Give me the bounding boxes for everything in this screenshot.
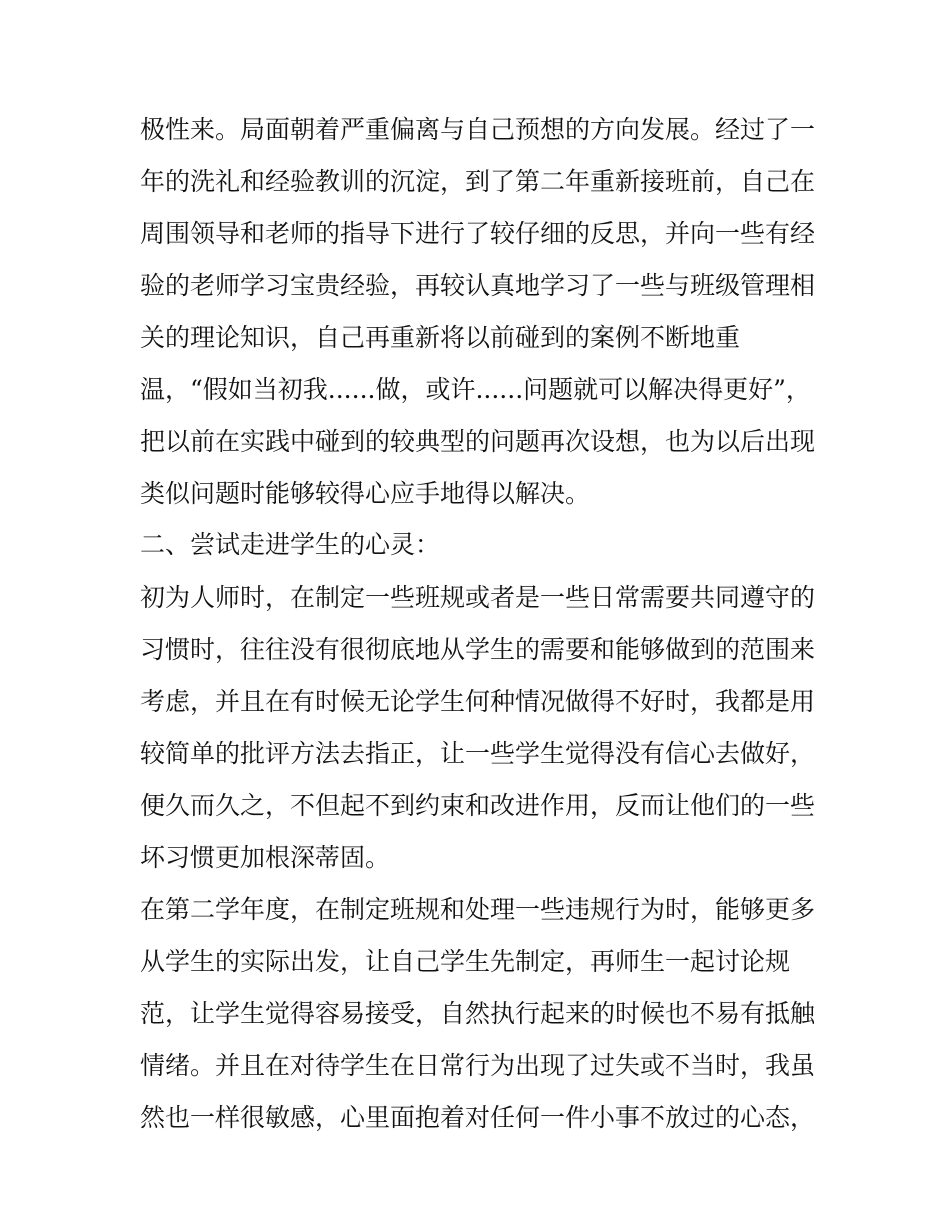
text-line: 考虑，并且在有时候无论学生何种情况做得不好时，我都是用 — [140, 687, 816, 716]
text-line: 验的老师学习宝贵经验，再较认真地学习了一些与班级管理相 — [140, 271, 816, 300]
text-line: 较简单的批评方法去指正，让一些学生觉得没有信心去做好， — [140, 739, 816, 768]
text-line: 情绪。并且在对待学生在日常行为出现了过失或不当时，我虽 — [140, 1051, 816, 1080]
text-line: 温，“假如当初我......做，或许......问题就可以解决得更好”， — [140, 375, 811, 404]
text-line: 类似问题时能够较得心应手地得以解决。 — [140, 479, 591, 508]
text-line: 初为人师时，在制定一些班规或者是一些日常需要共同遵守的 — [140, 583, 816, 612]
text-line: 极性来。局面朝着严重偏离与自己预想的方向发展。经过了一 — [140, 115, 816, 144]
text-line: 便久而久之，不但起不到约束和改进作用，反而让他们的一些 — [140, 791, 816, 820]
text-line: 习惯时，往往没有很彻底地从学生的需要和能够做到的范围来 — [140, 635, 816, 664]
text-line: 关的理论知识，自己再重新将以前碰到的案例不断地重 — [140, 323, 741, 352]
text-line: 然也一样很敏感，心里面抱着对任何一件小事不放过的心态， — [140, 1103, 816, 1132]
section-heading: 二、尝试走进学生的心灵： — [140, 530, 441, 559]
text-line: 在第二学年度，在制定班规和处理一些违规行为时，能够更多 — [140, 895, 816, 924]
text-line: 范，让学生觉得容易接受，自然执行起来的时候也不易有抵触 — [140, 999, 816, 1028]
text-line: 年的洗礼和经验教训的沉淀，到了第二年重新接班前，自己在 — [140, 167, 816, 196]
text-line: 从学生的实际出发，让自己学生先制定，再师生一起讨论规 — [140, 947, 791, 976]
text-line: 把以前在实践中碰到的较典型的问题再次设想，也为以后出现 — [140, 427, 816, 456]
text-line: 周围领导和老师的指导下进行了较仔细的反思，并向一些有经 — [140, 219, 816, 248]
text-line: 坏习惯更加根深蒂固。 — [140, 843, 391, 872]
